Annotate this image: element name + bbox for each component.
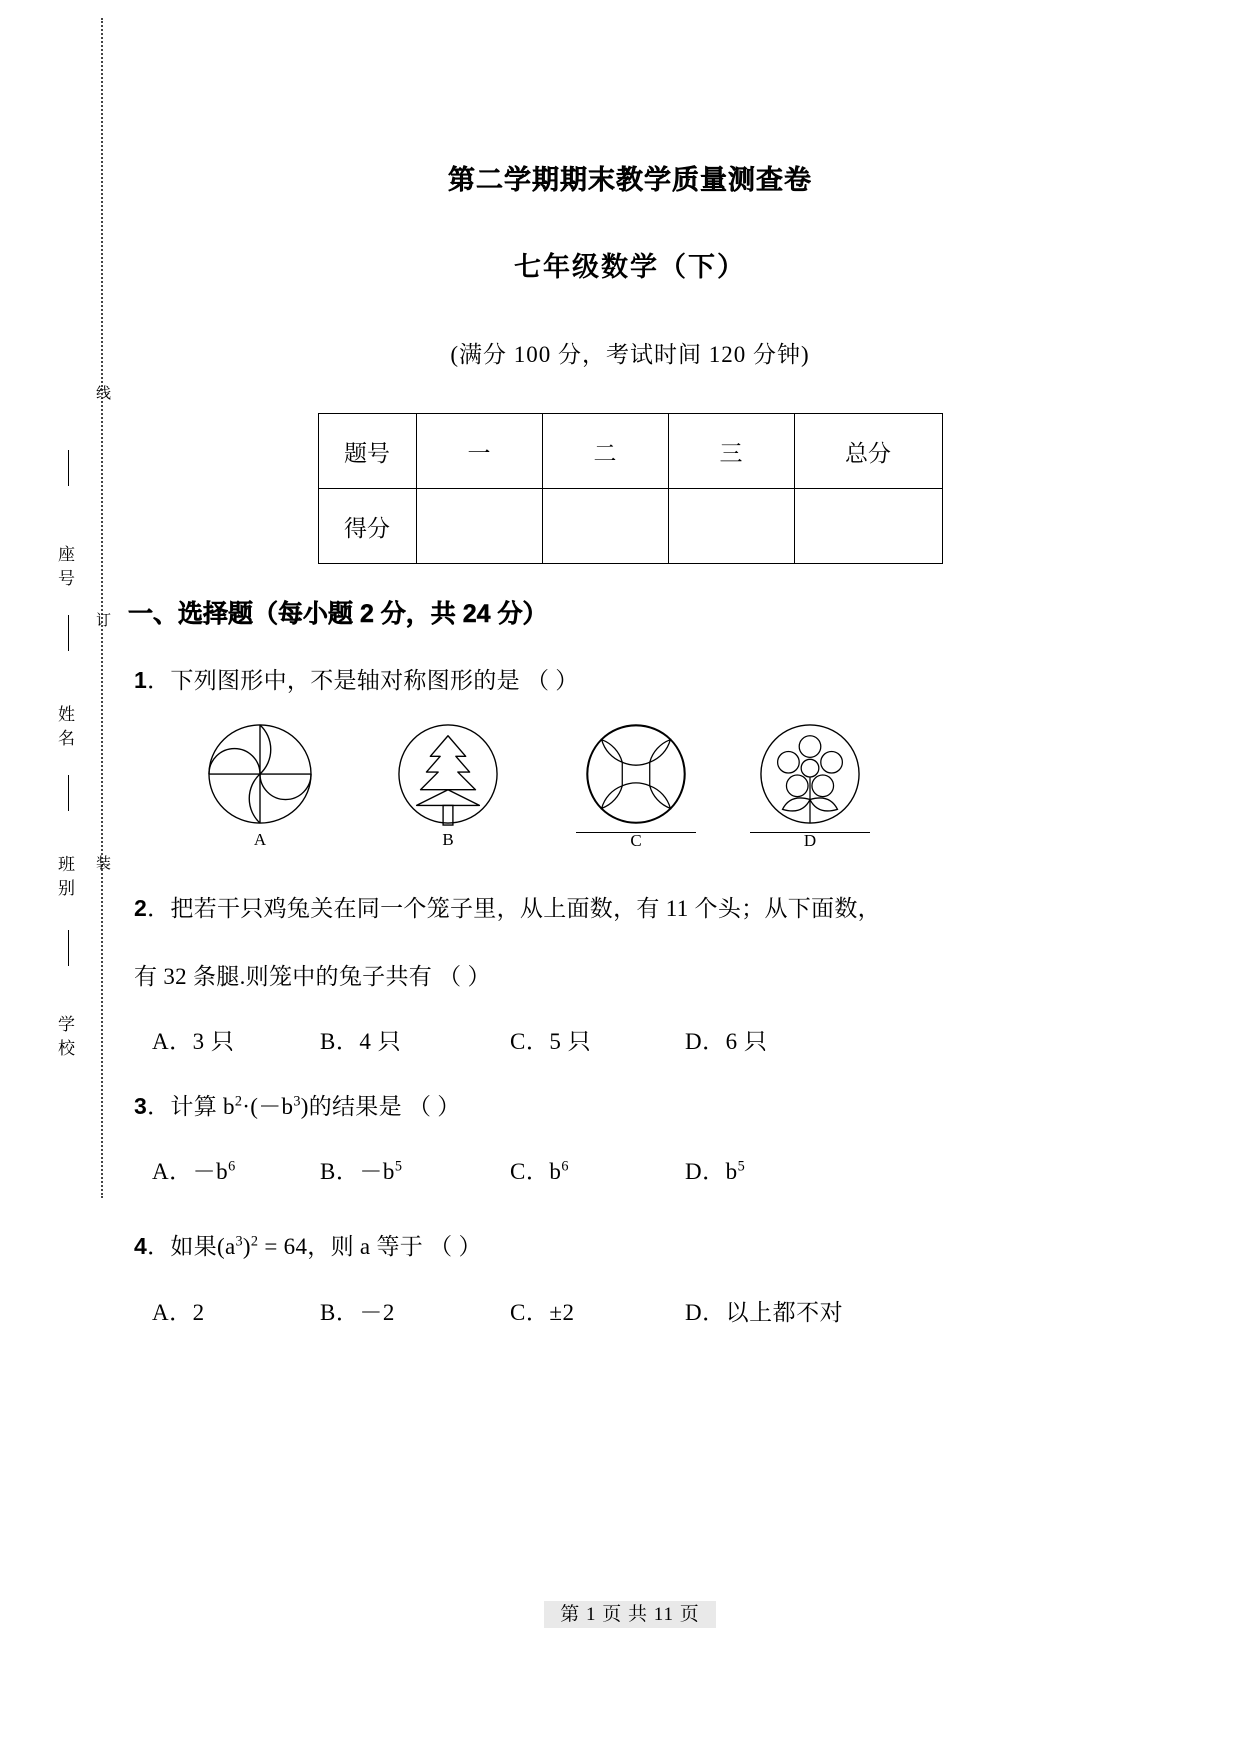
question-2-number: 2: [134, 895, 148, 922]
subject-title: 七年级数学（下）: [514, 252, 746, 282]
score-row-label-number: 题号: [318, 414, 416, 489]
score-col-total: 总分: [794, 414, 942, 489]
seal-mark-zhuang: 装: [94, 855, 111, 870]
question-1-text: ．下列图形中，不是轴对称图形的是 （ ）: [147, 668, 579, 693]
seal-mark-ding: 订: [94, 612, 111, 627]
question-4: [134, 1230, 1150, 1263]
question-4-option-b[interactable]: B．－2: [320, 1299, 395, 1325]
exam-page: [110, 0, 1150, 1754]
question-4-options: [152, 1294, 1150, 1327]
question-4-option-c[interactable]: C．±2: [510, 1299, 575, 1325]
question-2-option-d[interactable]: D．6 只: [685, 1029, 768, 1055]
sealing-dotted-line: [101, 18, 103, 1198]
question-1-figures: [180, 723, 900, 858]
score-col-3: 三: [668, 414, 794, 489]
section-heading: 一、选择题（每小题 2 分，共 24 分）: [128, 600, 548, 628]
question-3-option-b[interactable]: B．$-b^5$: [320, 1158, 403, 1185]
score-row-label-score: 得分: [318, 489, 416, 564]
figure-label-a: A: [253, 830, 267, 850]
figure-label-b: B: [442, 830, 454, 850]
question-3-option-d[interactable]: D．$b^5$: [685, 1158, 746, 1185]
question-3-options: [152, 1153, 1150, 1186]
question-2-options: [152, 1023, 1150, 1056]
figure-option-a[interactable]: [180, 723, 340, 850]
figure-option-d[interactable]: [730, 723, 890, 851]
score-col-2: 二: [542, 414, 668, 489]
question-3: [134, 1090, 1150, 1123]
question-4-option-a[interactable]: A．2: [152, 1299, 205, 1325]
question-3-option-c[interactable]: C．$b^6$: [510, 1158, 569, 1185]
question-4-text: ．如果$(a^3)^2 = 64$，则 a 等于 （ ）: [147, 1233, 482, 1260]
question-2: [134, 892, 1150, 925]
page-title: 第二学期期末教学质量测查卷: [448, 165, 812, 195]
margin-field-name: 姓名: [55, 705, 74, 753]
page-footer: [110, 1599, 1150, 1626]
question-2-text-line2: 有 32 条腿.则笼中的兔子共有 （ ）: [134, 963, 491, 989]
page-number-label: 第 1 页 共 11 页: [544, 1601, 716, 1628]
question-3-text: ．计算 $b^2\cdot(-b^3)$的结果是 （ ）: [147, 1093, 461, 1120]
score-cell-2[interactable]: [542, 489, 668, 564]
score-cell-total[interactable]: [794, 489, 942, 564]
question-3-number: 3: [134, 1093, 148, 1120]
score-col-1: 一: [416, 414, 542, 489]
margin-field-class: 班别: [55, 855, 74, 903]
flower-circle-figure: [751, 723, 869, 827]
question-4-option-d[interactable]: D．以上都不对: [685, 1299, 844, 1325]
seal-rule-4: [68, 930, 69, 966]
figure-option-b[interactable]: [368, 723, 528, 850]
question-4-number: 4: [134, 1233, 148, 1260]
exam-info: (满分 100 分，考试时间 120 分钟): [450, 342, 810, 367]
seal-rule-1: [68, 450, 69, 486]
pinwheel-circle-figure: [201, 723, 319, 827]
margin-field-school: 学校: [55, 1015, 74, 1063]
question-2-option-c[interactable]: C．5 只: [510, 1029, 592, 1055]
figure-option-c[interactable]: [556, 723, 716, 851]
question-2-text: ．把若干只鸡兔关在同一个笼子里，从上面数，有 11 个头；从下面数，: [147, 896, 881, 922]
question-3-option-a[interactable]: A．$-b^6$: [152, 1158, 236, 1185]
question-2-option-a[interactable]: A．3 只: [152, 1029, 235, 1055]
pine-tree-circle-figure: [389, 723, 507, 827]
margin-field-seat: 座号: [55, 545, 74, 593]
seal-rule-2: [68, 615, 69, 651]
score-cell-1[interactable]: [416, 489, 542, 564]
question-2-option-b[interactable]: B．4 只: [320, 1029, 402, 1055]
figure-label-d: D: [803, 831, 817, 851]
table-row-scores: [318, 489, 942, 564]
score-cell-3[interactable]: [668, 489, 794, 564]
question-1: [134, 664, 1150, 697]
seal-rule-3: [68, 775, 69, 811]
figure-label-c: C: [630, 831, 642, 851]
table-row-header: [318, 414, 942, 489]
score-table: [318, 413, 943, 564]
question-1-number: 1: [134, 667, 148, 693]
sealing-margin: [0, 0, 110, 1754]
four-petal-circle-figure: [577, 723, 695, 827]
seal-mark-feng: 线: [94, 385, 111, 400]
